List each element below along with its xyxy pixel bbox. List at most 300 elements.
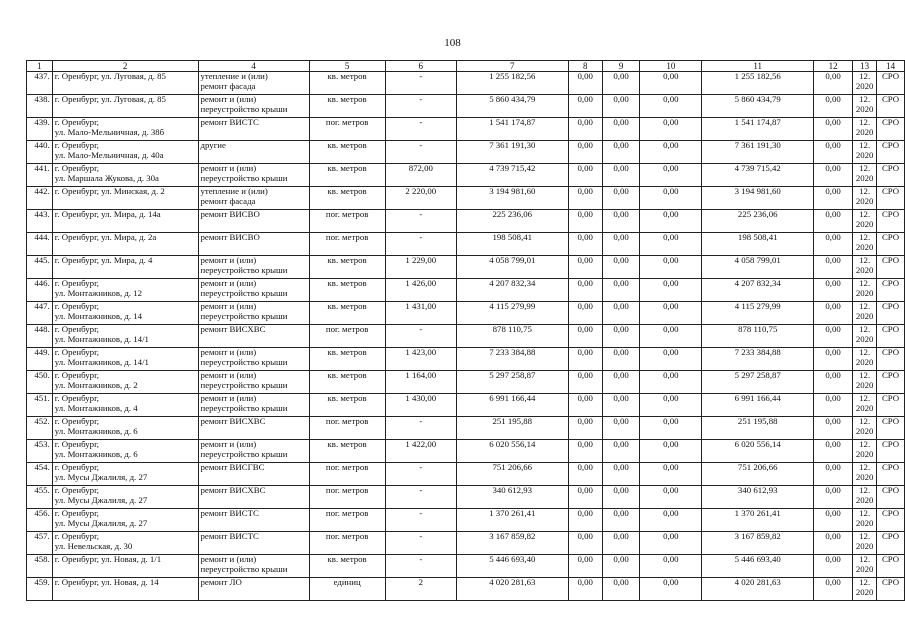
address-cell (52, 578, 198, 601)
row-number: 454. (27, 463, 53, 486)
cost-cell: 3 194 981,60 (457, 187, 568, 210)
period-month: 12. (859, 117, 871, 127)
funding-source-cell: СРО (877, 325, 905, 348)
row-number: 449. (27, 348, 53, 371)
period-cell (853, 95, 877, 118)
unit-cell: кв. метров (309, 555, 385, 578)
value-col8-cell: 0,00 (568, 532, 602, 555)
column-number-14: 14 (877, 61, 905, 72)
value-col12-cell: 0,00 (813, 210, 852, 233)
value-col10-cell: 0,00 (640, 371, 702, 394)
period-month: 12. (859, 508, 871, 518)
address-cell-line: г. Оренбург, (54, 439, 99, 449)
period-year: 2020 (855, 310, 874, 321)
address-cell (52, 555, 198, 578)
address-cell-line: г. Оренбург, (54, 278, 99, 288)
value-col10-cell: 0,00 (640, 279, 702, 302)
period-month: 12. (859, 324, 871, 334)
value-col8-cell: 0,00 (568, 555, 602, 578)
value-col10-cell: 0,00 (640, 578, 702, 601)
period-year: 2020 (855, 264, 874, 275)
work-type-cell-line: переустройство крыши (200, 448, 288, 459)
value-col9-cell: 0,00 (602, 95, 639, 118)
value-col12-cell: 0,00 (813, 95, 852, 118)
address-cell-line: ул. Мало-Мельничная, д. 40а (54, 149, 164, 160)
cost-cell: 1 541 174,87 (457, 118, 568, 141)
address-cell-line: г. Оренбург, ул. Новая, д. 14 (54, 577, 159, 587)
address-cell (52, 394, 198, 417)
cost-cell: 7 233 384,88 (457, 348, 568, 371)
row-number: 456. (27, 509, 53, 532)
period-cell (853, 210, 877, 233)
address-cell (52, 72, 198, 95)
work-type-cell (198, 141, 309, 164)
unit-cell: кв. метров (309, 72, 385, 95)
unit-cell: кв. метров (309, 95, 385, 118)
funding-source-cell: СРО (877, 118, 905, 141)
period-cell (853, 302, 877, 325)
value-col9-cell: 0,00 (602, 164, 639, 187)
cost-cell: 7 361 191,30 (457, 141, 568, 164)
work-type-cell (198, 417, 309, 440)
table-row (27, 532, 905, 555)
unit-cell: пог. метров (309, 417, 385, 440)
value-col10-cell: 0,00 (640, 233, 702, 256)
value-col9-cell: 0,00 (602, 233, 639, 256)
value-col11-cell: 5 860 434,79 (702, 95, 813, 118)
period-year: 2020 (855, 333, 874, 344)
value-col10-cell: 0,00 (640, 210, 702, 233)
cost-cell: 6 020 556,14 (457, 440, 568, 463)
volume-cell: 1 229,00 (385, 256, 457, 279)
cost-cell: 251 195,88 (457, 417, 568, 440)
value-col12-cell: 0,00 (813, 118, 852, 141)
value-col11-cell: 4 115 279,99 (702, 302, 813, 325)
value-col12-cell: 0,00 (813, 325, 852, 348)
address-cell (52, 95, 198, 118)
row-number: 443. (27, 210, 53, 233)
value-col10-cell: 0,00 (640, 164, 702, 187)
period-cell (853, 486, 877, 509)
work-type-cell-line: ремонт и (или) (200, 554, 257, 564)
value-col8-cell: 0,00 (568, 141, 602, 164)
value-col12-cell: 0,00 (813, 256, 852, 279)
value-col8-cell: 0,00 (568, 279, 602, 302)
address-cell (52, 302, 198, 325)
cost-cell: 3 167 859,82 (457, 532, 568, 555)
period-cell (853, 348, 877, 371)
period-month: 12. (859, 531, 871, 541)
value-col9-cell: 0,00 (602, 486, 639, 509)
period-year: 2020 (855, 471, 874, 482)
funding-source-cell: СРО (877, 417, 905, 440)
value-col12-cell: 0,00 (813, 302, 852, 325)
value-col8-cell: 0,00 (568, 325, 602, 348)
address-cell (52, 371, 198, 394)
work-type-cell (198, 578, 309, 601)
table-row (27, 141, 905, 164)
address-cell-line: ул. Монтажников, д. 14/1 (54, 356, 149, 367)
table-row (27, 302, 905, 325)
address-cell-line: ул. Мусы Джалиля, д. 27 (54, 471, 148, 482)
value-col9-cell: 0,00 (602, 578, 639, 601)
value-col8-cell: 0,00 (568, 486, 602, 509)
work-type-cell (198, 325, 309, 348)
period-month: 12. (859, 416, 871, 426)
row-number: 447. (27, 302, 53, 325)
unit-cell: кв. метров (309, 279, 385, 302)
value-col8-cell: 0,00 (568, 187, 602, 210)
work-type-cell (198, 118, 309, 141)
work-type-cell-line: ремонт ВИСВО (200, 232, 260, 242)
work-type-cell (198, 440, 309, 463)
work-type-cell-line: ремонт и (или) (200, 301, 257, 311)
value-col9-cell: 0,00 (602, 417, 639, 440)
unit-cell: пог. метров (309, 532, 385, 555)
row-number: 459. (27, 578, 53, 601)
volume-cell: - (385, 95, 457, 118)
volume-cell: - (385, 555, 457, 578)
period-month: 12. (859, 554, 871, 564)
work-type-cell (198, 509, 309, 532)
table-row (27, 509, 905, 532)
work-type-cell (198, 95, 309, 118)
table-body (27, 72, 905, 601)
value-col10-cell: 0,00 (640, 72, 702, 95)
address-cell (52, 118, 198, 141)
volume-cell: - (385, 72, 457, 95)
value-col10-cell: 0,00 (640, 302, 702, 325)
address-cell (52, 187, 198, 210)
funding-source-cell: СРО (877, 509, 905, 532)
cost-cell: 1 370 261,41 (457, 509, 568, 532)
value-col10-cell: 0,00 (640, 118, 702, 141)
value-col11-cell: 1 541 174,87 (702, 118, 813, 141)
table-row (27, 555, 905, 578)
work-type-cell-line: ремонт и (или) (200, 163, 257, 173)
address-cell-line: г. Оренбург, (54, 117, 99, 127)
value-col8-cell: 0,00 (568, 509, 602, 532)
period-cell (853, 440, 877, 463)
work-type-cell-line: переустройство крыши (200, 563, 288, 574)
value-col10-cell: 0,00 (640, 325, 702, 348)
period-cell (853, 118, 877, 141)
period-cell (853, 394, 877, 417)
period-cell (853, 555, 877, 578)
value-col9-cell: 0,00 (602, 302, 639, 325)
funding-source-cell: СРО (877, 578, 905, 601)
period-cell (853, 233, 877, 256)
value-col10-cell: 0,00 (640, 509, 702, 532)
period-month: 12. (859, 255, 871, 265)
row-number: 440. (27, 141, 53, 164)
period-year: 2020 (855, 195, 874, 206)
table-row (27, 210, 905, 233)
value-col10-cell: 0,00 (640, 348, 702, 371)
work-type-cell (198, 187, 309, 210)
value-col8-cell: 0,00 (568, 302, 602, 325)
address-cell-line: ул. Монтажников, д. 14 (54, 310, 143, 321)
value-col9-cell: 0,00 (602, 210, 639, 233)
period-month: 12. (859, 209, 871, 219)
period-year: 2020 (855, 287, 874, 298)
table-row (27, 440, 905, 463)
address-cell-line: г. Оренбург, (54, 140, 99, 150)
value-col8-cell: 0,00 (568, 72, 602, 95)
table-row (27, 371, 905, 394)
cost-cell: 198 508,41 (457, 233, 568, 256)
period-month: 12. (859, 393, 871, 403)
address-cell-line: г. Оренбург, (54, 508, 99, 518)
column-number-10: 10 (640, 61, 702, 72)
page-number: 108 (444, 37, 461, 49)
column-number-2: 2 (52, 61, 198, 72)
period-year: 2020 (855, 540, 874, 551)
address-cell-line: г. Оренбург, (54, 163, 99, 173)
address-cell (52, 233, 198, 256)
funding-source-cell: СРО (877, 233, 905, 256)
unit-cell: пог. метров (309, 463, 385, 486)
value-col11-cell: 7 233 384,88 (702, 348, 813, 371)
cost-cell: 4 058 799,01 (457, 256, 568, 279)
period-year: 2020 (855, 563, 874, 574)
work-type-cell (198, 302, 309, 325)
address-cell (52, 509, 198, 532)
address-cell (52, 279, 198, 302)
value-col8-cell: 0,00 (568, 463, 602, 486)
row-number: 451. (27, 394, 53, 417)
value-col9-cell: 0,00 (602, 348, 639, 371)
address-cell (52, 256, 198, 279)
work-type-cell-line: ремонт и (или) (200, 94, 257, 104)
value-col8-cell: 0,00 (568, 233, 602, 256)
period-year: 2020 (855, 103, 874, 114)
volume-cell: - (385, 233, 457, 256)
unit-cell: пог. метров (309, 210, 385, 233)
work-type-cell-line: другие (200, 140, 226, 150)
address-cell (52, 417, 198, 440)
unit-cell: пог. метров (309, 486, 385, 509)
work-type-cell (198, 371, 309, 394)
work-type-cell (198, 394, 309, 417)
funding-source-cell: СРО (877, 256, 905, 279)
value-col12-cell: 0,00 (813, 532, 852, 555)
work-type-cell-line: переустройство крыши (200, 379, 288, 390)
value-col10-cell: 0,00 (640, 256, 702, 279)
address-cell-line: г. Оренбург, (54, 462, 99, 472)
unit-cell: единиц (309, 578, 385, 601)
value-col9-cell: 0,00 (602, 371, 639, 394)
work-type-cell-line: переустройство крыши (200, 264, 288, 275)
value-col9-cell: 0,00 (602, 279, 639, 302)
work-type-cell-line: переустройство крыши (200, 103, 288, 114)
address-cell-line: г. Оренбург, ул. Минская, д. 2 (54, 186, 165, 196)
work-type-cell (198, 486, 309, 509)
value-col12-cell: 0,00 (813, 141, 852, 164)
value-col8-cell: 0,00 (568, 394, 602, 417)
volume-cell: - (385, 210, 457, 233)
address-cell (52, 348, 198, 371)
work-type-cell-line: ремонт ВИСВО (200, 209, 260, 219)
period-cell (853, 325, 877, 348)
cost-cell: 5 860 434,79 (457, 95, 568, 118)
work-type-cell (198, 72, 309, 95)
address-cell-line: ул. Монтажников, д. 2 (54, 379, 138, 390)
period-year: 2020 (855, 172, 874, 183)
work-type-cell-line: ремонт фасада (200, 80, 256, 91)
address-cell-line: г. Оренбург, ул. Мира, д. 2а (54, 232, 157, 242)
address-cell-line: ул. Монтажников, д. 4 (54, 402, 138, 413)
row-number: 453. (27, 440, 53, 463)
period-cell (853, 164, 877, 187)
period-year: 2020 (855, 425, 874, 436)
funding-source-cell: СРО (877, 394, 905, 417)
address-cell-line: г. Оренбург, (54, 324, 99, 334)
value-col12-cell: 0,00 (813, 233, 852, 256)
work-type-cell-line: ремонт ВИСГВС (200, 462, 265, 472)
value-col12-cell: 0,00 (813, 394, 852, 417)
work-type-cell-line: ремонт и (или) (200, 347, 257, 357)
period-month: 12. (859, 186, 871, 196)
value-col9-cell: 0,00 (602, 394, 639, 417)
column-number-9: 9 (602, 61, 639, 72)
value-col10-cell: 0,00 (640, 187, 702, 210)
value-col12-cell: 0,00 (813, 164, 852, 187)
funding-source-cell: СРО (877, 210, 905, 233)
value-col9-cell: 0,00 (602, 72, 639, 95)
funding-source-cell: СРО (877, 463, 905, 486)
value-col12-cell: 0,00 (813, 348, 852, 371)
volume-cell: - (385, 532, 457, 555)
period-month: 12. (859, 577, 871, 587)
value-col11-cell: 251 195,88 (702, 417, 813, 440)
table-row (27, 118, 905, 141)
period-month: 12. (859, 232, 871, 242)
address-cell-line: г. Оренбург, (54, 347, 99, 357)
row-number: 458. (27, 555, 53, 578)
table-row (27, 417, 905, 440)
work-type-cell-line: ремонт ВИСТС (200, 531, 259, 541)
address-cell (52, 141, 198, 164)
value-col8-cell: 0,00 (568, 440, 602, 463)
table-row (27, 164, 905, 187)
period-year: 2020 (855, 241, 874, 252)
work-type-cell-line: переустройство крыши (200, 287, 288, 298)
work-type-cell-line: переустройство крыши (200, 310, 288, 321)
column-number-1: 1 (27, 61, 53, 72)
value-col11-cell: 5 446 693,40 (702, 555, 813, 578)
unit-cell: кв. метров (309, 141, 385, 164)
funding-source-cell: СРО (877, 348, 905, 371)
value-col12-cell: 0,00 (813, 417, 852, 440)
address-cell-line: г. Оренбург, (54, 416, 99, 426)
volume-cell: 1 426,00 (385, 279, 457, 302)
row-number: 450. (27, 371, 53, 394)
funding-source-cell: СРО (877, 486, 905, 509)
address-cell-line: г. Оренбург, ул. Луговая, д. 85 (54, 94, 166, 104)
unit-cell: кв. метров (309, 187, 385, 210)
work-type-cell-line: переустройство крыши (200, 172, 288, 183)
period-month: 12. (859, 140, 871, 150)
unit-cell: кв. метров (309, 371, 385, 394)
cost-cell: 1 255 182,56 (457, 72, 568, 95)
value-col11-cell: 6 991 166,44 (702, 394, 813, 417)
cost-cell: 340 612,93 (457, 486, 568, 509)
column-number-6: 6 (385, 61, 457, 72)
cost-cell: 5 446 693,40 (457, 555, 568, 578)
unit-cell: кв. метров (309, 256, 385, 279)
funding-source-cell: СРО (877, 279, 905, 302)
value-col10-cell: 0,00 (640, 463, 702, 486)
volume-cell: - (385, 325, 457, 348)
address-cell-line: г. Оренбург, ул. Мира, д. 4 (54, 255, 153, 265)
row-number: 441. (27, 164, 53, 187)
funding-source-cell: СРО (877, 141, 905, 164)
unit-cell: кв. метров (309, 394, 385, 417)
address-cell (52, 325, 198, 348)
volume-cell: - (385, 509, 457, 532)
period-year: 2020 (855, 586, 874, 597)
work-type-cell-line: ремонт ЛО (200, 577, 242, 587)
address-cell (52, 164, 198, 187)
row-number: 455. (27, 486, 53, 509)
column-number-8: 8 (568, 61, 602, 72)
value-col8-cell: 0,00 (568, 348, 602, 371)
cost-cell: 5 297 258,87 (457, 371, 568, 394)
work-type-cell-line: ремонт ВИСХВС (200, 324, 266, 334)
address-cell (52, 440, 198, 463)
value-col10-cell: 0,00 (640, 394, 702, 417)
work-type-cell (198, 348, 309, 371)
value-col9-cell: 0,00 (602, 555, 639, 578)
work-type-cell (198, 532, 309, 555)
work-type-cell-line: ремонт ВИСТС (200, 117, 259, 127)
column-number-13: 13 (853, 61, 877, 72)
row-number: 437. (27, 72, 53, 95)
table-row (27, 95, 905, 118)
cost-cell: 878 110,75 (457, 325, 568, 348)
period-year: 2020 (855, 356, 874, 367)
value-col8-cell: 0,00 (568, 256, 602, 279)
period-cell (853, 509, 877, 532)
volume-cell: 1 164,00 (385, 371, 457, 394)
column-number-11: 11 (702, 61, 813, 72)
value-col9-cell: 0,00 (602, 532, 639, 555)
volume-cell: - (385, 463, 457, 486)
address-cell-line: ул. Монтажников, д. 6 (54, 425, 138, 436)
row-number: 446. (27, 279, 53, 302)
funding-source-cell: СРО (877, 302, 905, 325)
value-col8-cell: 0,00 (568, 95, 602, 118)
repair-schedule-table (26, 60, 905, 601)
column-number-5: 5 (309, 61, 385, 72)
value-col9-cell: 0,00 (602, 141, 639, 164)
value-col11-cell: 3 167 859,82 (702, 532, 813, 555)
value-col10-cell: 0,00 (640, 555, 702, 578)
unit-cell: пог. метров (309, 118, 385, 141)
period-cell (853, 463, 877, 486)
work-type-cell-line: ремонт и (или) (200, 370, 257, 380)
work-type-cell-line: переустройство крыши (200, 356, 288, 367)
work-type-cell-line: ремонт фасада (200, 195, 256, 206)
address-cell-line: ул. Мусы Джалиля, д. 27 (54, 517, 148, 528)
address-cell-line: г. Оренбург, ул. Новая, д. 1/1 (54, 554, 162, 564)
value-col9-cell: 0,00 (602, 187, 639, 210)
funding-source-cell: СРО (877, 532, 905, 555)
funding-source-cell: СРО (877, 95, 905, 118)
value-col10-cell: 0,00 (640, 486, 702, 509)
value-col8-cell: 0,00 (568, 164, 602, 187)
